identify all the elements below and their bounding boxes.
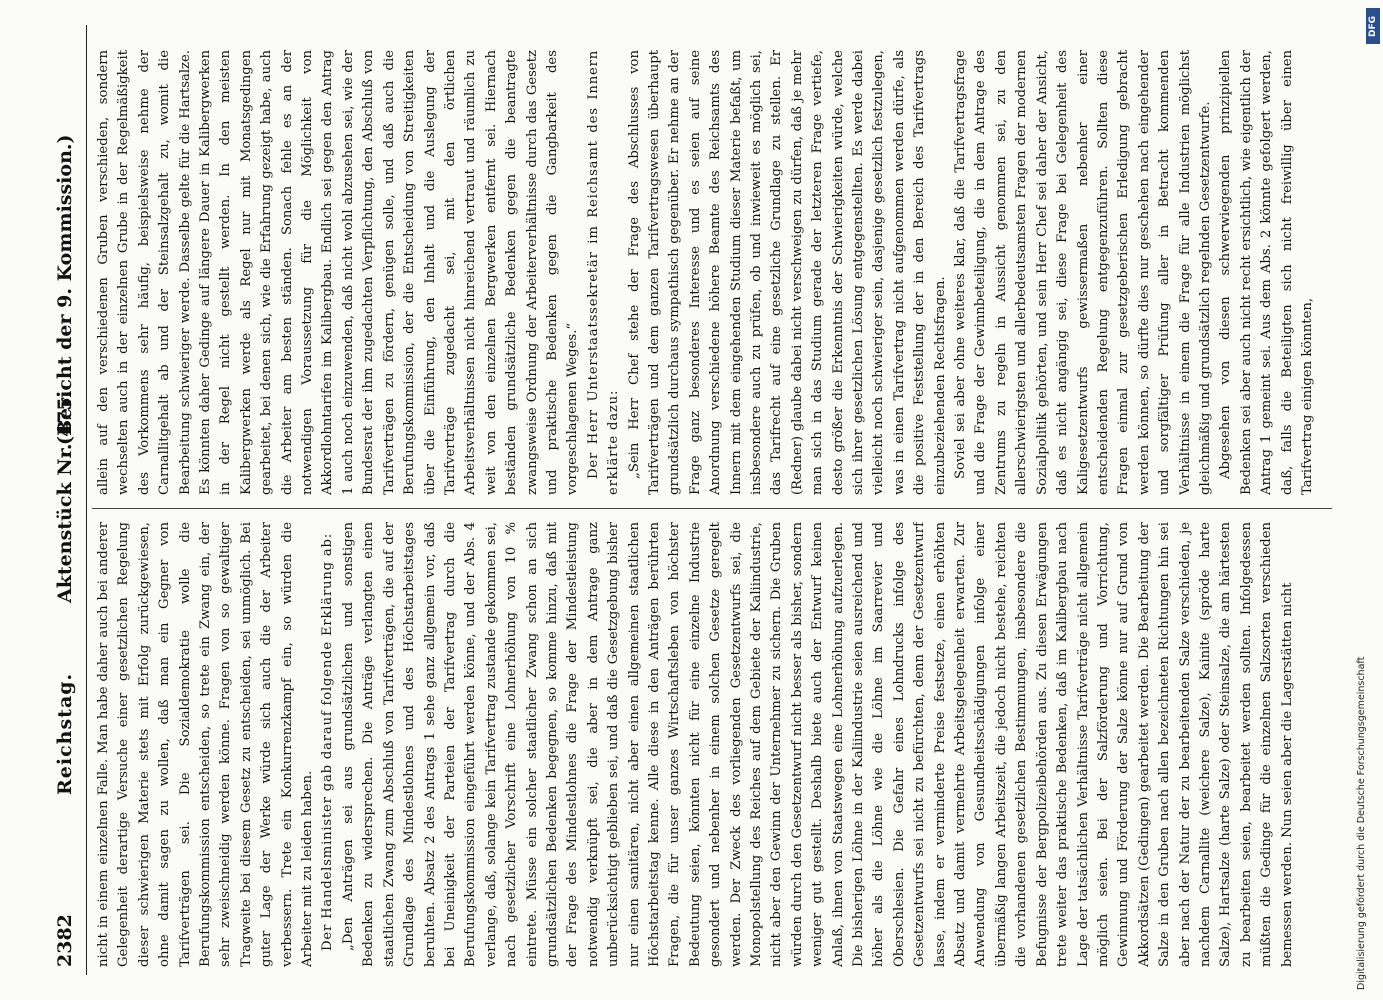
page-number: 2382 — [54, 914, 76, 967]
right-paragraph-5: Abgesehen von diesen schwerwiegenden prinzipiellen Bedenken sei aber auch nicht recht ersichtlich, wie eigentlich der Antrag 1 gemeint sei. Aus dem Abs. 2 könnte gefolgert werden, daß, falls die Beteiligten sich nicht freiwillig über einen Tarifvertrag einigen könnten, — [1218, 50, 1315, 495]
digitization-note: Digitalisierung gefördert durch die Deutsche Forschungsgemeinschaft — [1356, 656, 1367, 990]
header-right-title: (Bericht der 9. Kommission.) — [54, 134, 76, 445]
left-paragraph-3: „Den Anträgen sei aus grundsätzlichen und sonstigen Bedenken zu widersprechen. Die Anträge verlangten einen staatlichen Zwang zum Abschluß von Tarifverträgen, die auf der Grundlage des Mindestlohnes und des Höchstarbeitstages beruhten. Absatz 2 des Antrags 1 sehe ganz allgemein vor, daß bei Uneinigkeit der Parteien der Tarifvertrag durch die Berufungskommission eingeführt werden könne, und der Abs. 4 verlange, daß, solange kein Tarifvertrag zustande gekommen sei, nach gesetzlicher Vorschrift eine Lohnerhöhung von 10 % eintrete. Müsse ein solcher staatlicher Zwang schon an sich grundsätzlichen Bedenken begegnen, so komme hinzu, daß mit der Frage des Mindestlohnes die Frage der Mindestleistung notwendig verknüpft sei, die aber in dem Antrage ganz unberücksichtigt geblieben sei, und daß die Gesetzgebung bisher nur einen sanitären, nicht aber einen allgemeinen staatlichen Höchstarbeitstag kenne. Alle diese in den Anträgen berührten Fragen, die für unser ganzes Wirtschaftsleben von höchster Bedeutung seien, könnten nicht für eine einzelne Industrie gesondert und nebenher in einem solchen Gesetze geregelt werden. Der Zweck des vorliegenden Gesetzentwurfs sei, die Monopolstellung des Reiches auf dem Gebiete der Kaliindustrie, nicht aber den Gewinn der Unternehmer zu sichern. Die Gruben würden durch den Gesetzentwurf nicht besser als bisher, sondern weniger gut gestellt. Deshalb biete auch der Entwurf keinen Anlaß, ihnen von Staatswegen eine Lohnerhöhung aufzuerlegen. Die bisherigen Löhne in der Kaliindustrie seien ausreichend und höher als die Löhne wie die Löhne im Saarrevier und Oberschlesien. Die Gefahr eines Lohndrucks infolge des Gesetzentwurfs sei nicht zu befürchten, denn der Gesetzentwurf lasse, indem er verminderte Preise festsetze, einen erhöhten Absatz und damit vermehrte Arbeitsgelegenheit erwarten. Zur Anwendung von Gesundheitsschädigungen infolge einer übermäßig langen Arbeitszeit, die jedoch nicht bestehe, reichten die vorhandenen gesetzlichen Bestimmungen, insbesondere die Befugnisse der Bergpolizeibehörden aus. Zu diesen Erwägungen trete weiter das praktische Bedenken, daß im Kalibergbau nach Lage der tatsächlichen Verhältnisse Tarifverträge nicht allgemein möglich seien. Bei der Salzförderung und Vorrichtung, Gewinnung und Förderung der Salze könne nur auf Grund von Akkordsätzen (Gedingen) gearbeitet werden. Die Bearbeitung der Salze in den Gruben nach allen bezeichneten Richtungen hin sei aber nach der Natur der zu bearbeitenden Salze verschieden, je nachdem Carnallite (weichere Salze), Kainite (spröde harte Salze), Hartsalze (harte Salze) oder Steinsalze, die am härtesten zu bearbeiten seien, bearbeitet werden sollten. Infolgedessen müßten die Gedinge für die einzelnen Salzsorten verschieden bemessen werden. Nun seien aber die Lagerstätten nicht — [340, 522, 1295, 967]
left-column — [94, 522, 1334, 967]
header-rule — [86, 25, 87, 975]
rotated-page — [46, 25, 1346, 975]
right-paragraph-2: Der Herr Unterstaatssekretär im Reichsamt des Innern erklärte dazu: — [585, 50, 622, 495]
header-left-title: Reichstag. — [54, 672, 76, 795]
right-paragraph-1: allein auf den verschiedenen Gruben verschieden, sondern wechselten auch in der einzelnen Grube in der Regelmäßigkeit des Vorkommens sehr häufig, beispielsweise nehme der Carnallitgehalt ab und der Steinsalzgehalt zu, womit die Bearbeitung schwieriger werde. Dasselbe gelte für die Hartsalze. Es könnten daher Gedinge auf längere Dauer in Kalibergwerken in der Regel nicht gestellt werden. In den meisten Kalibergwerken werde als Regel nur mit Monatsgedingen gearbeitet, bei denen sich, wie die Erfahrung gezeigt habe, auch die Arbeiter am besten ständen. Sonach fehle es an der notwendigen Voraussetzung für die Möglichkeit von Akkordlohntarifen im Kalibergbau. Endlich sei gegen den Antrag 1 auch noch einzuwenden, daß nicht wohl abzusehen sei, wie der Bundesrat der ihm zugedachten Verpflichtung, den Abschluß von Tarifverträgen zu fördern, genügen solle, und daß auch die Berufungskommission, der die Entscheidung von Streitigkeiten über die Einführung, den Inhalt und die Auslegung der Tarifverträge zugedacht sei, mit den örtlichen Arbeitsverhältnissen nicht hinreichend vertraut und räumlich zu weit von den einzelnen Bergwerken entfernt sei. Hiernach beständen grundsätzliche Bedenken gegen die beantragte zwangsweise Ordnung der Arbeiterverhältnisse durch das Gesetz und praktische Bedenken gegen die Gangbarkeit des vorgeschlagenen Weges.“ — [96, 50, 581, 495]
header-middle-title: Aktenstück Nr. 475. — [54, 390, 76, 603]
right-column — [94, 50, 1334, 495]
left-paragraph-1: nicht in einem einzelnen Falle. Man habe daher auch bei anderer Gelegenheit derartige Versuche einer gesetzlichen Regelung dieser schwierigen Materie stets mit Erfolg zurückgewiesen, ohne damit sagen zu wollen, daß man ein Gegner von Tarifverträgen sei. Die Sozialdemokratie wolle die Berufungskommission entscheiden, so trete ein Zwang ein, der sehr zweischneidig werden könne. Fragen von so gewaltiger Tragweite bei diesem Gesetz zu entscheiden, sei unmöglich. Bei guter Lage der Werke würde sich auch die der Arbeiter verbessern. Trete ein Konkurrenzkampf ein, so würden die Arbeiter mit zu leiden haben. — [96, 522, 316, 967]
dfg-logo: DFG — [1366, 8, 1380, 44]
column-divider — [92, 508, 1332, 509]
right-paragraph-3: „Sein Herr Chef stehe der Frage des Abschlusses von Tarifverträgen und dem ganzen Tarifvertragswesen überhaupt grundsätzlich durchaus sympathisch gegenüber. Er nehme an der Frage ganz besonderes Interesse und es seien auf seine Anordnung verschiedene höhere Beamte des Reichsamts des Innern mit dem eingehenden Studium dieser Materie befaßt, um insbesondere auch zu prüfen, ob und inwieweit es möglich sei, das Tarifrecht auf eine gesetzliche Grundlage zu stellen. Er (Redner) glaube dabei nicht verschweigen zu dürfen, daß je mehr man sich in das Studium gerade der letzteren Frage vertiefe, desto größer die Erkenntnis der Schwierigkeiten würde, welche sich ihrer gesetzlichen Lösung entgegenstellten. Es werde dabei vielleicht noch schwieriger sein, dasjenige gesetzlich festzulegen, was in einen Tarifvertrag nicht aufgenommen werden dürfe, als die positive Feststellung der in den Bereich des Tarifvertrags einzubeziehenden Rechtsfragen. — [626, 50, 948, 495]
right-paragraph-4: Soviel sei aber ohne weiteres klar, daß die Tarifvertragsfrage und die Frage der Gewinnbeteiligung, die in dem Antrage des Zentrums zu regeln in Aussicht genommen sei, zu den allerschwierigsten und allerbedeutsamsten Fragen der modernen Sozialpolitik gehörten, und sein Herr Chef sei daher der Ansicht, daß es nicht angängig sei, diese Frage bei Gelegenheit des Kaligesetzentwurfs gewissermaßen nebenher einer entscheidenden Regelung entgegenzuführen. Sollten diese Fragen einmal zur gesetzgeberischen Erledigung gebracht werden können, so dürfte dies nur geschehen nach eingehender und sorgfältiger Prüfung aller in Betracht kommenden Verhältnisse in einem die Frage für alle Industrien möglichst gleichmäßig und grundsätzlich regelnden Gesetzentwurfe. — [953, 50, 1213, 495]
page-header — [46, 25, 86, 975]
left-paragraph-2: Der Handelsminister gab darauf folgende Erklärung ab: — [320, 532, 336, 951]
